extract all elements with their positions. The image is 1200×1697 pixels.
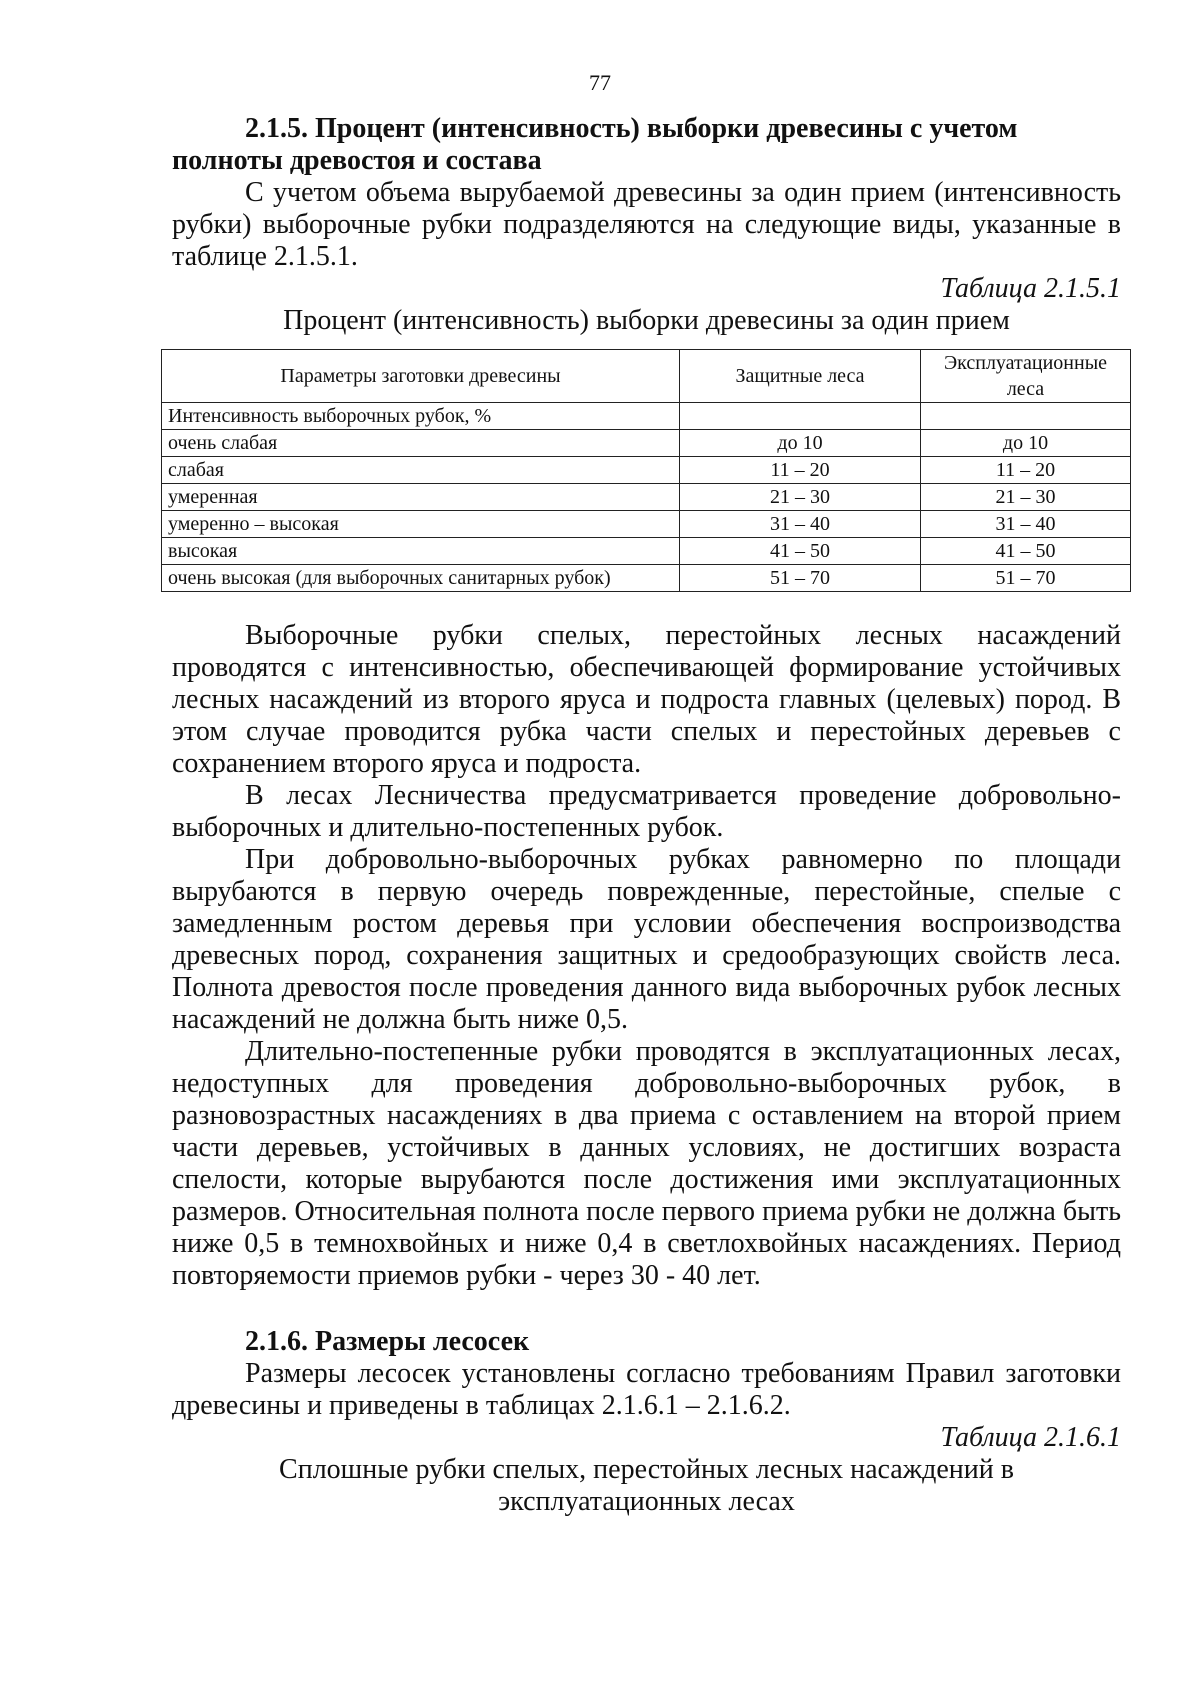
header-exploitation: Эксплуатационные леса [921,350,1131,403]
table-row [162,430,1131,457]
table-title [172,1454,1121,1518]
header-parameters: Параметры заготовки древесины [162,350,680,403]
row-label: очень слабая [162,430,680,457]
table-row [162,484,1131,511]
empty-cell [921,403,1131,430]
paragraph: Длительно-постепенные рубки проводятся в эксплуатационных лесах, недоступных для проведения добровольно-выборочных рубок, в разновозрастных насаждениях в два приема с оставлением на второй прием части деревьев, устойчивых в данных условиях, не достигших возраста спелости, которые вырубаются после достижения ими эксплуатационных размеров. Относительная полнота после первого приема рубки не должна быть ниже 0,5 в темнохвойных и ниже 0,4 в светлохвойных насаждениях. Период повторяемости приемов рубки - через 30 - 40 лет. [172,1036,1121,1291]
intensity-table [161,349,1131,592]
section-heading-2-1-5 [172,113,1121,177]
protective-value: 11 – 20 [680,457,921,484]
exploitation-value: до 10 [921,430,1131,457]
protective-value: до 10 [680,430,921,457]
table-row [162,511,1131,538]
page-number: 77 [589,70,611,95]
section-heading-2-1-6 [172,1326,1121,1358]
exploitation-value: 21 – 30 [921,484,1131,511]
exploitation-value: 51 – 70 [921,565,1131,592]
table-group-row [162,403,1131,430]
row-label: слабая [162,457,680,484]
table-header-row [162,350,1131,403]
table-row [162,565,1131,592]
paragraph: Выборочные рубки спелых, перестойных лесных насаждений проводятся с интенсивностью, обеспечивающей формирование устойчивых лесных насаждений из второго яруса и подроста главных (целевых) пород. В этом случае проводится рубка части спелых и перестойных деревьев с сохранением второго яруса и подроста. [172,620,1121,779]
empty-cell [680,403,921,430]
exploitation-value: 31 – 40 [921,511,1131,538]
row-label: высокая [162,538,680,565]
row-label: очень высокая (для выборочных санитарных рубок) [162,565,680,592]
section-intro: Размеры лесосек установлены согласно требованиям Правил заготовки древесины и приведены в таблицах 2.1.6.1 – 2.1.6.2. [172,1358,1121,1421]
paragraph: В лесах Лесничества предусматривается проведение добровольно-выборочных и длительно-постепенных рубок. [172,780,1121,843]
table-row [162,538,1131,565]
table-title: Процент (интенсивность) выборки древесины за один прием [283,305,1010,336]
section-heading-line-2: полноты древостоя и состава [172,145,542,176]
row-label: умеренно – высокая [162,511,680,538]
spacer [172,1292,1121,1326]
protective-value: 31 – 40 [680,511,921,538]
document-body [168,113,1121,1518]
spacer [172,592,1121,620]
section-heading-line-1: 2.1.5. Процент (интенсивность) выборки древесины с учетом [245,113,1018,144]
table-title-line-1: Сплошные рубки спелых, перестойных лесных насаждений в [279,1454,1014,1485]
protective-value: 41 – 50 [680,538,921,565]
protective-value: 21 – 30 [680,484,921,511]
exploitation-value: 11 – 20 [921,457,1131,484]
table-caption: Таблица 2.1.6.1 [940,1422,1121,1453]
group-label: Интенсивность выборочных рубок, % [162,403,680,430]
exploitation-value: 41 – 50 [921,538,1131,565]
table-row [162,457,1131,484]
section-intro: С учетом объема вырубаемой древесины за один прием (интенсивность рубки) выборочные рубки подразделяются на следующие виды, указанные в таблице 2.1.5.1. [172,177,1121,272]
section-heading-text: 2.1.6. Размеры лесосек [245,1326,530,1357]
table-title-line-2: эксплуатационных лесах [498,1486,795,1517]
paragraph: При добровольно-выборочных рубках равномерно по площади вырубаются в первую очередь поврежденные, перестойные, спелые с замедленным ростом деревья при условии обеспечения воспроизводства древесных пород, сохранения защитных и средообразующих свойств леса. Полнота древостоя после проведения данного вида выборочных рубок лесных насаждений не должна быть ниже 0,5. [172,844,1121,1035]
row-label: умеренная [162,484,680,511]
header-protective: Защитные леса [680,350,921,403]
table-caption: Таблица 2.1.5.1 [940,273,1121,304]
protective-value: 51 – 70 [680,565,921,592]
